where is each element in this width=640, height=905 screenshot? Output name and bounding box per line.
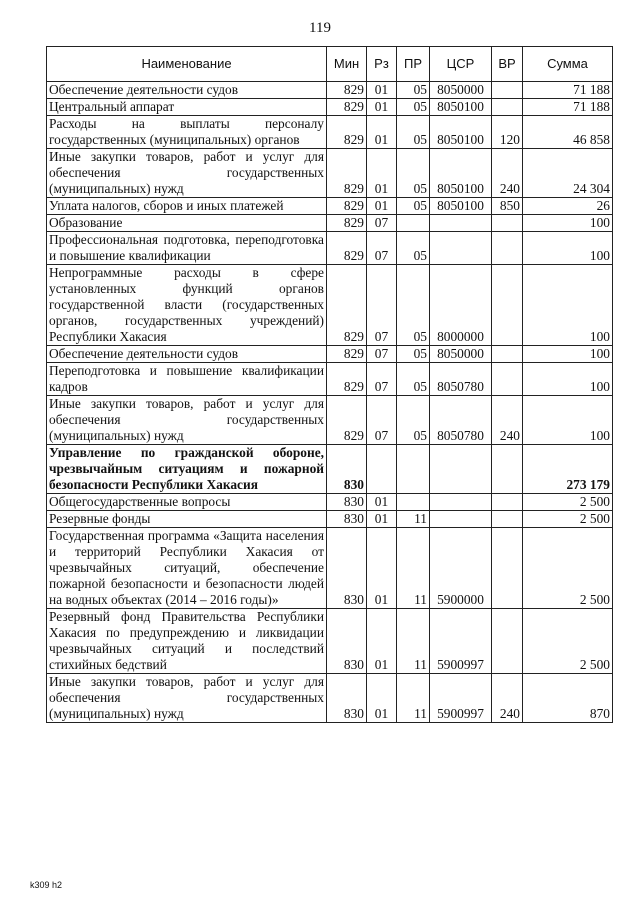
cell-csr: 8050100 bbox=[430, 149, 492, 198]
cell-csr bbox=[430, 445, 492, 494]
cell-sum: 2 500 bbox=[523, 511, 613, 528]
table-row bbox=[47, 99, 613, 116]
header-name: Наименование bbox=[47, 47, 327, 82]
table-row bbox=[47, 363, 613, 396]
cell-rz: 07 bbox=[367, 265, 397, 346]
cell-vr: 240 bbox=[492, 149, 523, 198]
cell-sum: 100 bbox=[523, 215, 613, 232]
cell-name: Уплата налогов, сборов и иных платежей bbox=[47, 198, 327, 215]
cell-name: Иные закупки товаров, работ и услуг для обеспечения государственных (муниципальных) нужд bbox=[47, 674, 327, 723]
cell-sum: 24 304 bbox=[523, 149, 613, 198]
table-row bbox=[47, 215, 613, 232]
cell-name: Непрограммные расходы в сфере установленных функций органов государственной власти (государственных органов, государственных учреждений) Республики Хакасия bbox=[47, 265, 327, 346]
cell-sum: 100 bbox=[523, 232, 613, 265]
table-row bbox=[47, 232, 613, 265]
table-row bbox=[47, 149, 613, 198]
cell-rz: 01 bbox=[367, 609, 397, 674]
cell-sum: 100 bbox=[523, 396, 613, 445]
cell-name: Образование bbox=[47, 215, 327, 232]
budget-table bbox=[46, 46, 613, 723]
cell-csr: 8050000 bbox=[430, 346, 492, 363]
cell-pr: 11 bbox=[397, 674, 430, 723]
cell-rz: 01 bbox=[367, 674, 397, 723]
cell-vr bbox=[492, 215, 523, 232]
cell-vr bbox=[492, 445, 523, 494]
cell-name: Общегосударственные вопросы bbox=[47, 494, 327, 511]
cell-rz: 01 bbox=[367, 149, 397, 198]
table-header-row bbox=[47, 47, 613, 82]
cell-min: 830 bbox=[327, 511, 367, 528]
cell-pr: 05 bbox=[397, 149, 430, 198]
cell-csr: 8050780 bbox=[430, 363, 492, 396]
cell-csr: 8050780 bbox=[430, 396, 492, 445]
table-row bbox=[47, 82, 613, 99]
cell-sum: 26 bbox=[523, 198, 613, 215]
cell-min: 829 bbox=[327, 198, 367, 215]
cell-vr bbox=[492, 346, 523, 363]
cell-pr: 05 bbox=[397, 346, 430, 363]
cell-pr: 05 bbox=[397, 99, 430, 116]
cell-rz: 07 bbox=[367, 363, 397, 396]
cell-rz: 01 bbox=[367, 99, 397, 116]
cell-csr: 8000000 bbox=[430, 265, 492, 346]
cell-min: 829 bbox=[327, 363, 367, 396]
cell-name: Управление по гражданской обороне, чрезвычайным ситуациям и пожарной безопасности Республики Хакасия bbox=[47, 445, 327, 494]
cell-pr bbox=[397, 445, 430, 494]
cell-rz: 01 bbox=[367, 528, 397, 609]
table-row bbox=[47, 494, 613, 511]
cell-csr bbox=[430, 494, 492, 511]
cell-vr bbox=[492, 494, 523, 511]
cell-pr: 05 bbox=[397, 82, 430, 99]
cell-min: 829 bbox=[327, 265, 367, 346]
table-body bbox=[47, 82, 613, 723]
cell-csr: 5900000 bbox=[430, 528, 492, 609]
cell-name: Резервный фонд Правительства Республики Хакасия по предупреждению и ликвидации чрезвычайных ситуаций и последствий стихийных бедствий bbox=[47, 609, 327, 674]
cell-min: 829 bbox=[327, 82, 367, 99]
cell-vr: 850 bbox=[492, 198, 523, 215]
cell-pr bbox=[397, 494, 430, 511]
cell-rz: 07 bbox=[367, 232, 397, 265]
cell-sum: 2 500 bbox=[523, 528, 613, 609]
header-min: Мин bbox=[327, 47, 367, 82]
footer-code: k309 h2 bbox=[30, 880, 63, 890]
cell-csr bbox=[430, 511, 492, 528]
cell-name: Иные закупки товаров, работ и услуг для обеспечения государственных (муниципальных) нужд bbox=[47, 149, 327, 198]
cell-min: 829 bbox=[327, 232, 367, 265]
cell-sum: 2 500 bbox=[523, 494, 613, 511]
cell-min: 829 bbox=[327, 116, 367, 149]
cell-vr bbox=[492, 265, 523, 346]
cell-min: 830 bbox=[327, 674, 367, 723]
cell-min: 830 bbox=[327, 494, 367, 511]
table-row bbox=[47, 346, 613, 363]
cell-vr bbox=[492, 363, 523, 396]
cell-sum: 71 188 bbox=[523, 82, 613, 99]
cell-min: 829 bbox=[327, 99, 367, 116]
cell-csr: 5900997 bbox=[430, 609, 492, 674]
cell-sum: 71 188 bbox=[523, 99, 613, 116]
cell-csr bbox=[430, 232, 492, 265]
cell-sum: 100 bbox=[523, 363, 613, 396]
cell-name: Иные закупки товаров, работ и услуг для обеспечения государственных (муниципальных) нужд bbox=[47, 396, 327, 445]
cell-sum: 100 bbox=[523, 346, 613, 363]
cell-rz: 01 bbox=[367, 494, 397, 511]
cell-pr: 05 bbox=[397, 232, 430, 265]
cell-vr: 120 bbox=[492, 116, 523, 149]
cell-min: 829 bbox=[327, 149, 367, 198]
table-row bbox=[47, 445, 613, 494]
cell-name: Обеспечение деятельности судов bbox=[47, 346, 327, 363]
cell-rz: 07 bbox=[367, 396, 397, 445]
cell-csr: 8050100 bbox=[430, 198, 492, 215]
header-vr: ВР bbox=[492, 47, 523, 82]
table-row bbox=[47, 198, 613, 215]
cell-min: 829 bbox=[327, 346, 367, 363]
table-row bbox=[47, 116, 613, 149]
cell-sum: 46 858 bbox=[523, 116, 613, 149]
cell-pr bbox=[397, 215, 430, 232]
cell-pr: 11 bbox=[397, 511, 430, 528]
cell-sum: 870 bbox=[523, 674, 613, 723]
cell-rz bbox=[367, 445, 397, 494]
header-pr: ПР bbox=[397, 47, 430, 82]
table-row bbox=[47, 674, 613, 723]
cell-min: 830 bbox=[327, 528, 367, 609]
cell-pr: 05 bbox=[397, 396, 430, 445]
cell-vr bbox=[492, 609, 523, 674]
cell-min: 829 bbox=[327, 396, 367, 445]
cell-name: Резервные фонды bbox=[47, 511, 327, 528]
cell-rz: 01 bbox=[367, 511, 397, 528]
table-row bbox=[47, 609, 613, 674]
table-row bbox=[47, 265, 613, 346]
cell-name: Расходы на выплаты персоналу государственных (муниципальных) органов bbox=[47, 116, 327, 149]
cell-rz: 01 bbox=[367, 116, 397, 149]
cell-vr: 240 bbox=[492, 396, 523, 445]
cell-vr bbox=[492, 232, 523, 265]
cell-name: Переподготовка и повышение квалификации кадров bbox=[47, 363, 327, 396]
cell-sum: 2 500 bbox=[523, 609, 613, 674]
cell-csr: 5900997 bbox=[430, 674, 492, 723]
cell-name: Центральный аппарат bbox=[47, 99, 327, 116]
page-number: 119 bbox=[309, 20, 331, 36]
cell-rz: 07 bbox=[367, 346, 397, 363]
cell-name: Обеспечение деятельности судов bbox=[47, 82, 327, 99]
cell-min: 829 bbox=[327, 215, 367, 232]
cell-pr: 05 bbox=[397, 116, 430, 149]
cell-vr: 240 bbox=[492, 674, 523, 723]
cell-name: Профессиональная подготовка, переподготовка и повышение квалификации bbox=[47, 232, 327, 265]
cell-vr bbox=[492, 511, 523, 528]
cell-vr bbox=[492, 82, 523, 99]
cell-vr bbox=[492, 528, 523, 609]
cell-rz: 07 bbox=[367, 215, 397, 232]
cell-min: 830 bbox=[327, 445, 367, 494]
header-rz: Рз bbox=[367, 47, 397, 82]
cell-csr: 8050100 bbox=[430, 99, 492, 116]
cell-sum: 273 179 bbox=[523, 445, 613, 494]
table-row bbox=[47, 396, 613, 445]
cell-pr: 05 bbox=[397, 198, 430, 215]
header-sum: Сумма bbox=[523, 47, 613, 82]
cell-pr: 05 bbox=[397, 265, 430, 346]
cell-csr: 8050100 bbox=[430, 116, 492, 149]
table-row bbox=[47, 511, 613, 528]
cell-rz: 01 bbox=[367, 198, 397, 215]
cell-pr: 05 bbox=[397, 363, 430, 396]
cell-name: Государственная программа «Защита населения и территорий Республики Хакасия от чрезвычайных ситуаций, обеспечение пожарной безопасности и безопасности людей на водных объектах (2014 – 2016 годы)» bbox=[47, 528, 327, 609]
table-row bbox=[47, 528, 613, 609]
cell-pr: 11 bbox=[397, 609, 430, 674]
cell-pr: 11 bbox=[397, 528, 430, 609]
cell-min: 830 bbox=[327, 609, 367, 674]
cell-csr: 8050000 bbox=[430, 82, 492, 99]
cell-rz: 01 bbox=[367, 82, 397, 99]
cell-csr bbox=[430, 215, 492, 232]
cell-vr bbox=[492, 99, 523, 116]
cell-sum: 100 bbox=[523, 265, 613, 346]
header-csr: ЦСР bbox=[430, 47, 492, 82]
